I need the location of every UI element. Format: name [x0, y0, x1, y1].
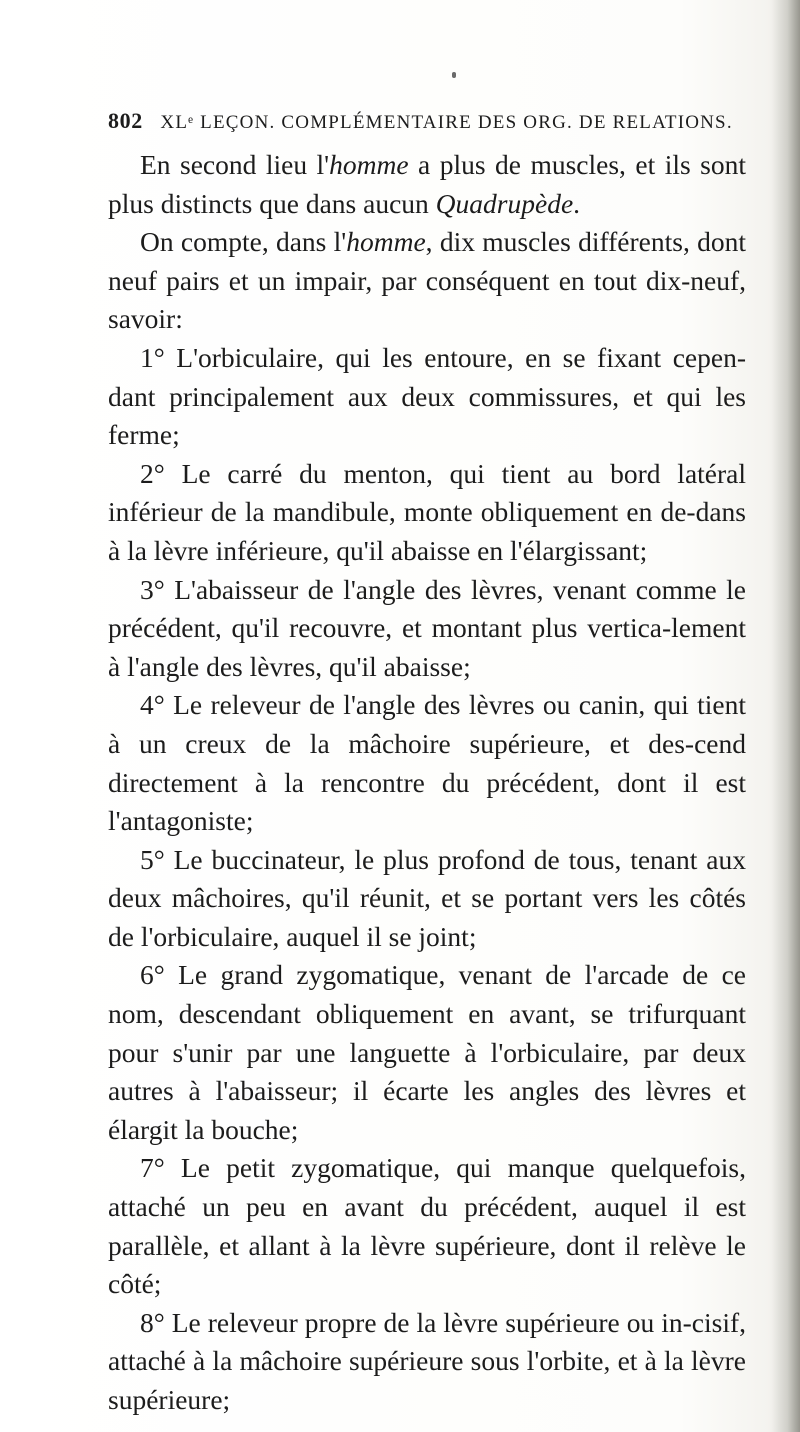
muscle-item-4: 4° Le releveur de l'angle des lèvres ou canin, qui tient à un creux de la mâchoire supérieure, et des-cend directement à la rencontre du précédent, dont il est l'antagoniste;	[108, 689, 746, 837]
intro-text-1: En second lieu l'	[140, 149, 330, 180]
muscle-item-3: 3° L'abaisseur de l'angle des lèvres, venant comme le précédent, qu'il recouvre, et montant plus vertica-lement à l'angle des lèvres, qu'il abaisse;	[108, 573, 746, 682]
muscle-item-2: 2° Le carré du menton, qui tient au bord latéral inférieur de la mandibule, monte obliquement en de-dans à la lèvre inférieure, qu'il abaisse en l'élargissant;	[108, 457, 746, 566]
count-text-2: , dix muscles différents, dont neuf pairs et un impair, par conséquent en tout dix-neuf, savoir:	[108, 226, 746, 335]
page-edge-shadow	[772, 0, 800, 1432]
muscle-item-1: 1° L'orbiculaire, qui les entoure, en se fixant cepen-dant principalement aux deux commissures, et qui les ferme;	[108, 341, 746, 451]
paragraph-count	[108, 223, 746, 339]
muscle-item-6: 6° Le grand zygomatique, venant de l'arcade de ce nom, descendant obliquement en avant, se trifurquant pour s'unir par une languette à l'orbiculaire, par deux autres à l'abaisseur; il écarte les angles des lèvres et élargit la bouche;	[108, 959, 746, 1145]
intro-text-2: a plus de muscles, et ils sont plus distincts que dans aucun	[108, 149, 746, 219]
running-head: XLᵉ LEÇON. COMPLÉMENTAIRE DES ORG. DE RELATIONS.	[160, 112, 733, 133]
page-header	[108, 108, 748, 136]
muscle-item-8: 8° Le releveur propre de la lèvre supérieure ou in-cisif, attaché à la mâchoire supérieure sous l'orbite, et à la lèvre supérieure;	[108, 1306, 746, 1415]
intro-emphasis-quadrupede: Quadrupède	[435, 187, 574, 219]
intro-text-3: .	[573, 187, 581, 219]
print-speck	[452, 72, 456, 78]
intro-emphasis-homme: homme	[329, 149, 409, 180]
page-number: 802	[108, 108, 143, 133]
body-text	[108, 146, 746, 1420]
paragraph-intro	[108, 146, 746, 223]
count-emphasis-homme: homme	[346, 226, 426, 258]
muscle-item-7: 7° Le petit zygomatique, qui manque quelquefois, attaché un peu en avant du précédent, auquel il est parallèle, et allant à la lèvre supérieure, dont il relève le côté;	[108, 1152, 746, 1300]
muscle-item-5: 5° Le buccinateur, le plus profond de tous, tenant aux deux mâchoires, qu'il réunit, et se portant vers les côtés de l'orbiculaire, auquel il se joint;	[108, 843, 746, 952]
count-text-1: On compte, dans l'	[140, 226, 347, 258]
